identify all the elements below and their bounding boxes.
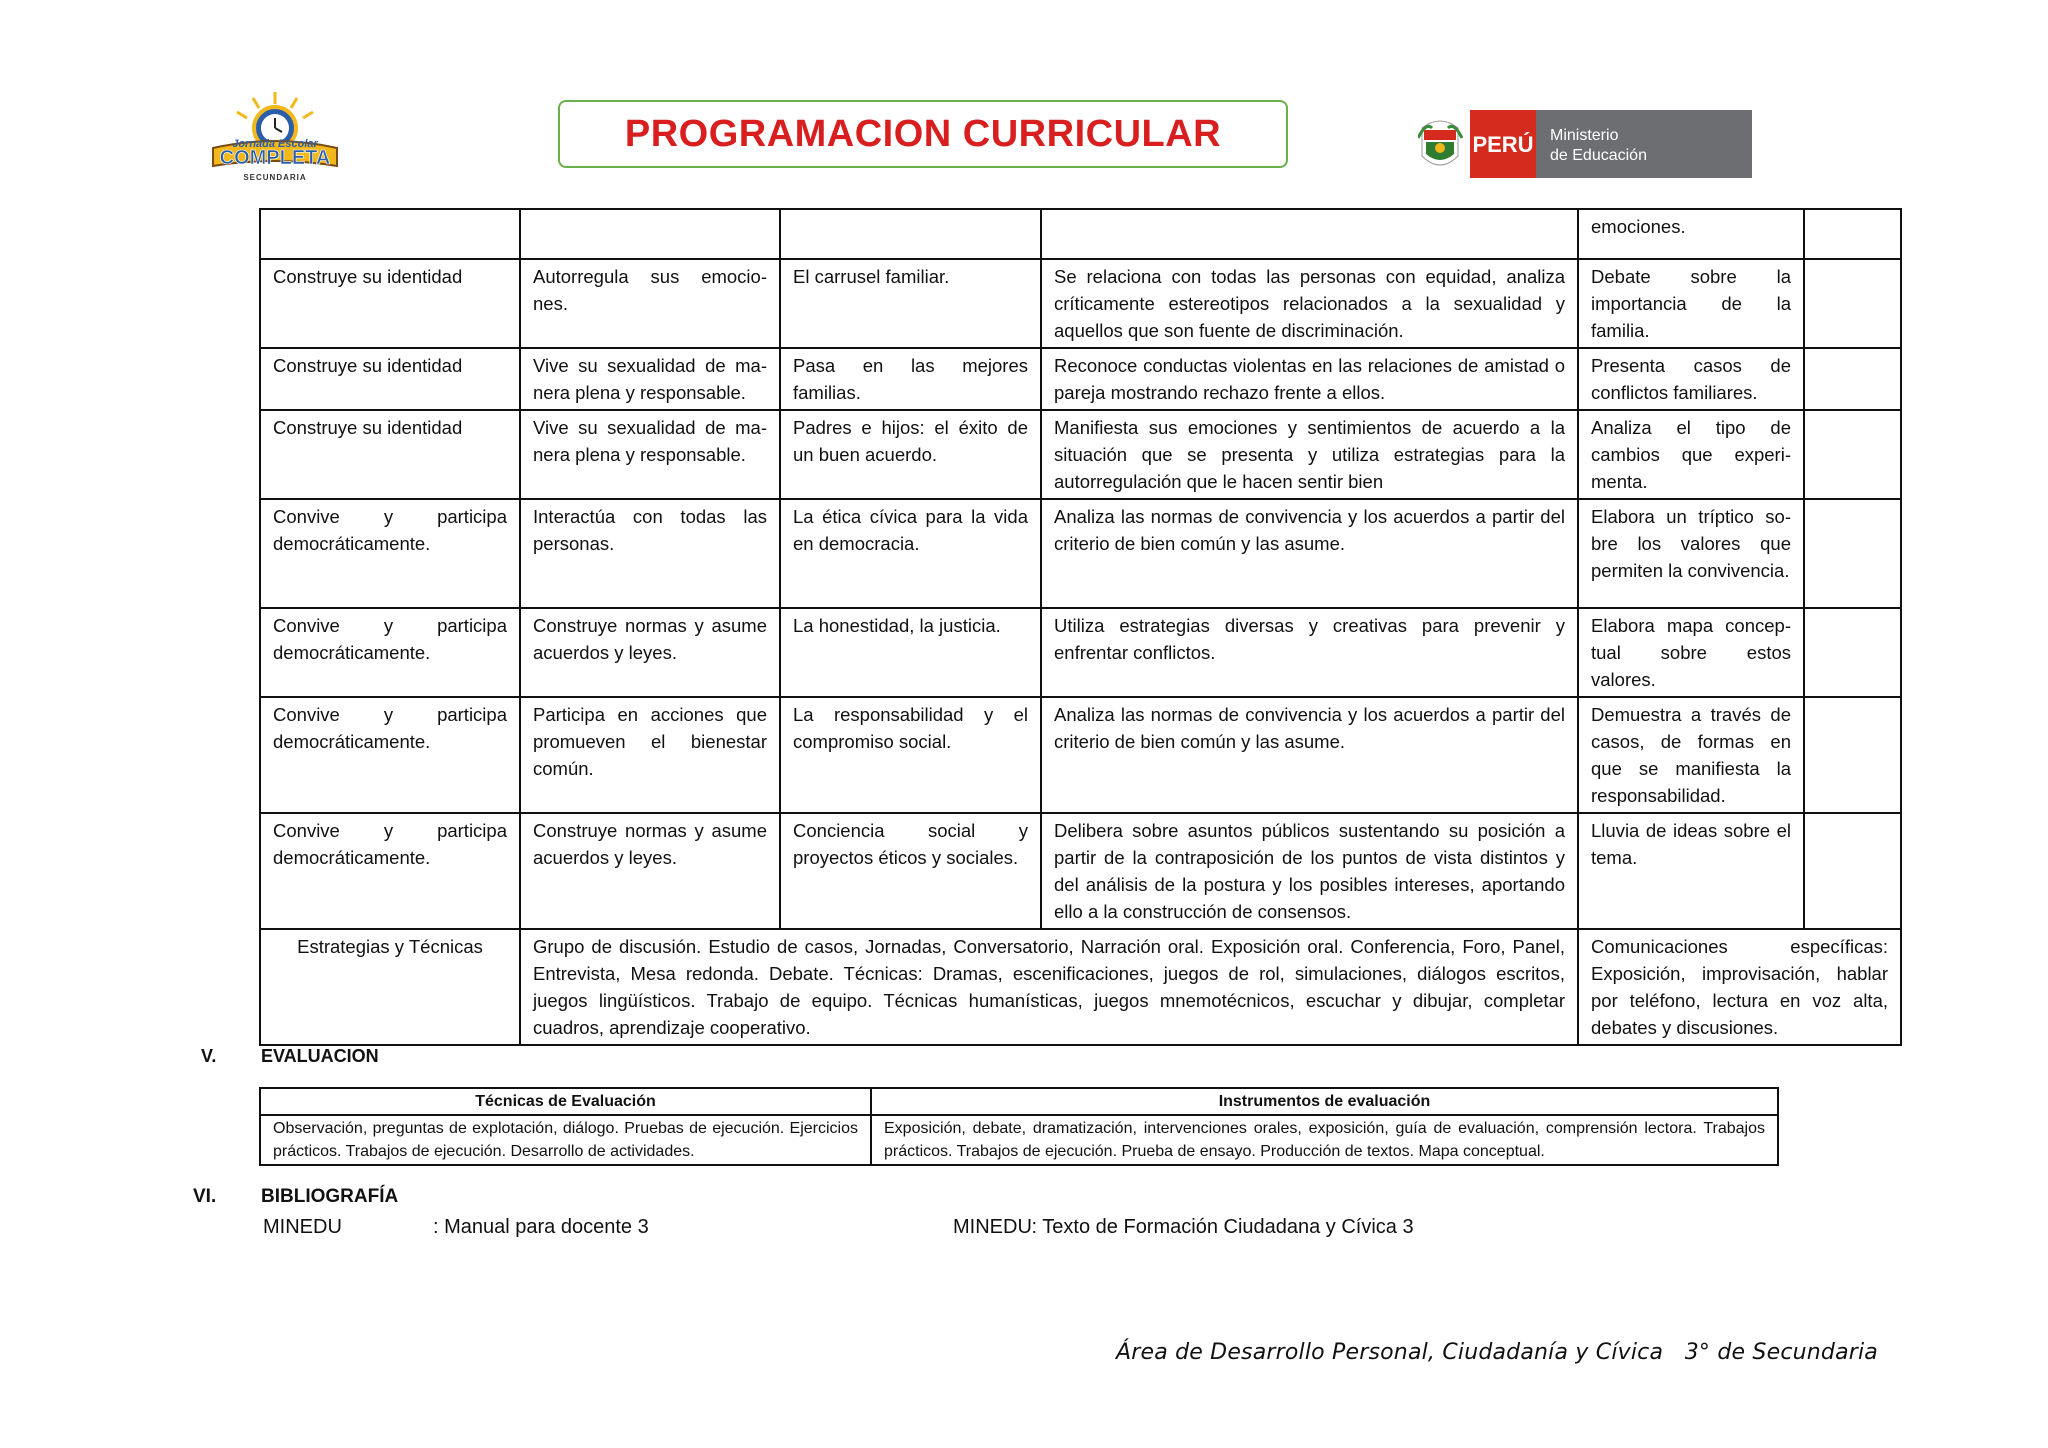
table-cell: Analiza las normas de convivencia y los acuerdos a partir del criterio de bien común y las asume. bbox=[1041, 697, 1578, 813]
table-cell: Se relaciona con todas las personas con equidad, analiza críticamente estereotipos relacionados a la sexualidad y aquellos que son fuente de discriminación. bbox=[1041, 259, 1578, 348]
table-cell: Lluvia de ideas sobre el tema. bbox=[1578, 813, 1804, 929]
table-cell: Participa en acciones que promueven el bienestar común. bbox=[520, 697, 780, 813]
table-cell: Analiza el tipo de cambios que experi-menta. bbox=[1578, 410, 1804, 499]
logo-main-text: COMPLETA bbox=[219, 147, 331, 169]
table-cell: Construye normas y asume acuerdos y leyes. bbox=[520, 608, 780, 697]
minedu-line2: de Educación bbox=[1550, 147, 1647, 164]
table-cell: Convive y participa democráticamente. bbox=[260, 608, 520, 697]
peru-brand-text: PERÚ bbox=[1472, 132, 1534, 157]
table-cell: La ética cívica para la vida en democracia. bbox=[780, 499, 1041, 608]
table-row bbox=[260, 209, 1901, 259]
table-cell: Conciencia social y proyectos éticos y sociales. bbox=[780, 813, 1041, 929]
table-cell bbox=[1041, 209, 1578, 259]
evaluation-table bbox=[259, 1087, 1779, 1166]
table-row bbox=[260, 410, 1901, 499]
bibliography-title: : Manual para docente 3 bbox=[433, 1216, 649, 1238]
instruments-cell: Exposición, debate, dramatización, intervenciones orales, exposición, guía de evaluación, comprensión lectora. Trabajos prácticos. Trabajos de ejecución. Prueba de ensayo. Producción de textos. Mapa conceptual. bbox=[871, 1115, 1778, 1165]
column-header-techniques: Técnicas de Evaluación bbox=[260, 1088, 871, 1115]
table-cell: Convive y participa democráticamente. bbox=[260, 697, 520, 813]
table-row bbox=[260, 348, 1901, 410]
table-cell: Interactúa con todas las personas. bbox=[520, 499, 780, 608]
table-row bbox=[260, 697, 1901, 813]
table-row bbox=[260, 499, 1901, 608]
table-cell bbox=[1804, 608, 1901, 697]
table-row bbox=[260, 259, 1901, 348]
section-title-bibliography: BIBLIOGRAFÍA bbox=[261, 1186, 399, 1207]
table-cell bbox=[260, 209, 520, 259]
evaluation-header-row bbox=[260, 1088, 1778, 1115]
table-cell: Vive su sexualidad de ma-nera plena y responsable. bbox=[520, 410, 780, 499]
table-cell: Autorregula sus emocio-nes. bbox=[520, 259, 780, 348]
logo-sub-text: SECUNDARIA bbox=[243, 173, 307, 182]
page-title: PROGRAMACION CURRICULAR bbox=[624, 112, 1222, 155]
bibliography-title: : Texto de Formación Ciudadana y Cívica 3 bbox=[1026, 1216, 1414, 1238]
minedu-line1: Ministerio bbox=[1550, 127, 1619, 144]
table-cell: Construye normas y asume acuerdos y leyes. bbox=[520, 813, 780, 929]
table-cell: Vive su sexualidad de ma-nera plena y responsable. bbox=[520, 348, 780, 410]
table-cell: Reconoce conductas violentas en las relaciones de amistad o pareja mostrando rechazo frente a ellos. bbox=[1041, 348, 1578, 410]
section-number-evaluation: V. bbox=[201, 1046, 217, 1066]
logo-top-text: Jornada Escolar bbox=[232, 138, 318, 150]
table-cell: Elabora un tríptico so-bre los valores que permiten la convivencia. bbox=[1578, 499, 1804, 608]
section-number-bibliography: VI. bbox=[193, 1186, 217, 1207]
table-cell: Presenta casos de conflictos familiares. bbox=[1578, 348, 1804, 410]
table-row bbox=[260, 608, 1901, 697]
table-cell bbox=[1804, 813, 1901, 929]
table-row bbox=[260, 813, 1901, 929]
table-cell bbox=[1804, 348, 1901, 410]
curricular-programming-table bbox=[259, 208, 1902, 1046]
table-cell: emociones. bbox=[1578, 209, 1804, 259]
jornada-escolar-completa-logo bbox=[205, 90, 345, 190]
table-cell: Demuestra a través de casos, de formas en que se manifiesta la responsabilidad. bbox=[1578, 697, 1804, 813]
table-cell: La honestidad, la justicia. bbox=[780, 608, 1041, 697]
communication-text: Comunicaciones específicas: Exposición, improvisación, hablar por teléfono, lectura en voz alta, debates y discusiones. bbox=[1578, 929, 1901, 1045]
table-cell bbox=[1804, 259, 1901, 348]
table-cell: Construye su identidad bbox=[260, 259, 520, 348]
table-row bbox=[260, 1115, 1778, 1165]
table-cell: Utiliza estrategias diversas y creativas para prevenir y enfrentar conflictos. bbox=[1041, 608, 1578, 697]
techniques-cell: Observación, preguntas de explotación, diálogo. Pruebas de ejecución. Ejercicios prácticos. Trabajos de ejecución. Desarrollo de actividades. bbox=[260, 1115, 871, 1165]
bibliography-author: MINEDU bbox=[263, 1216, 342, 1238]
page-title-box bbox=[558, 100, 1288, 168]
peru-coat-of-arms-icon bbox=[1418, 121, 1462, 165]
table-cell bbox=[1804, 209, 1901, 259]
table-cell: Elabora mapa concep-tual sobre estos valores. bbox=[1578, 608, 1804, 697]
table-cell: Construye su identidad bbox=[260, 348, 520, 410]
table-cell bbox=[780, 209, 1041, 259]
strategies-text: Grupo de discusión. Estudio de casos, Jornadas, Conversatorio, Narración oral. Exposición oral. Conferencia, Foro, Panel, Entrevista, Mesa redonda. Debate. Técnicas: Dramas, escenificaciones, juegos de rol, simulaciones, diálogos escritos, juegos lingüísticos. Trabajo de equipo. Técnicas humanísticas, juegos mnemotécnicos, escuchar y dibujar, completar cuadros, aprendizaje cooperativo. bbox=[520, 929, 1578, 1045]
table-cell: Padres e hijos: el éxito de un buen acuerdo. bbox=[780, 410, 1041, 499]
table-cell: Manifiesta sus emociones y sentimientos de acuerdo a la situación que se presenta y utiliza estrategias para la autorregulación que le hacen sentir bien bbox=[1041, 410, 1578, 499]
column-header-instruments: Instrumentos de evaluación bbox=[871, 1088, 1778, 1115]
table-cell: Construye su identidad bbox=[260, 410, 520, 499]
table-cell: Pasa en las mejores familias. bbox=[780, 348, 1041, 410]
table-cell: Debate sobre la importancia de la familia. bbox=[1578, 259, 1804, 348]
ministerio-educacion-logo bbox=[1418, 108, 1754, 180]
table-cell bbox=[1804, 697, 1901, 813]
table-cell bbox=[1804, 410, 1901, 499]
table-cell bbox=[1804, 499, 1901, 608]
table-cell: Analiza las normas de convivencia y los acuerdos a partir del criterio de bien común y las asume. bbox=[1041, 499, 1578, 608]
table-cell: Convive y participa democráticamente. bbox=[260, 499, 520, 608]
table-cell: Delibera sobre asuntos públicos sustentando su posición a partir de la contraposición de los puntos de vista distintos y del análisis de la postura y los posibles intereses, aportando ello a la construcción de consensos. bbox=[1041, 813, 1578, 929]
table-cell: Convive y participa democráticamente. bbox=[260, 813, 520, 929]
table-cell: El carrusel familiar. bbox=[780, 259, 1041, 348]
table-cell bbox=[520, 209, 780, 259]
bibliography-author: MINEDU bbox=[953, 1216, 1032, 1238]
page-footer: Área de Desarrollo Personal, Ciudadanía y Cívica 3° de Secundaria bbox=[1115, 1340, 1878, 1365]
table-cell: La responsabilidad y el compromiso social. bbox=[780, 697, 1041, 813]
strategies-row bbox=[260, 929, 1901, 1045]
strategies-label: Estrategias y Técnicas bbox=[260, 929, 520, 1045]
section-title-evaluation: EVALUACION bbox=[261, 1046, 379, 1066]
